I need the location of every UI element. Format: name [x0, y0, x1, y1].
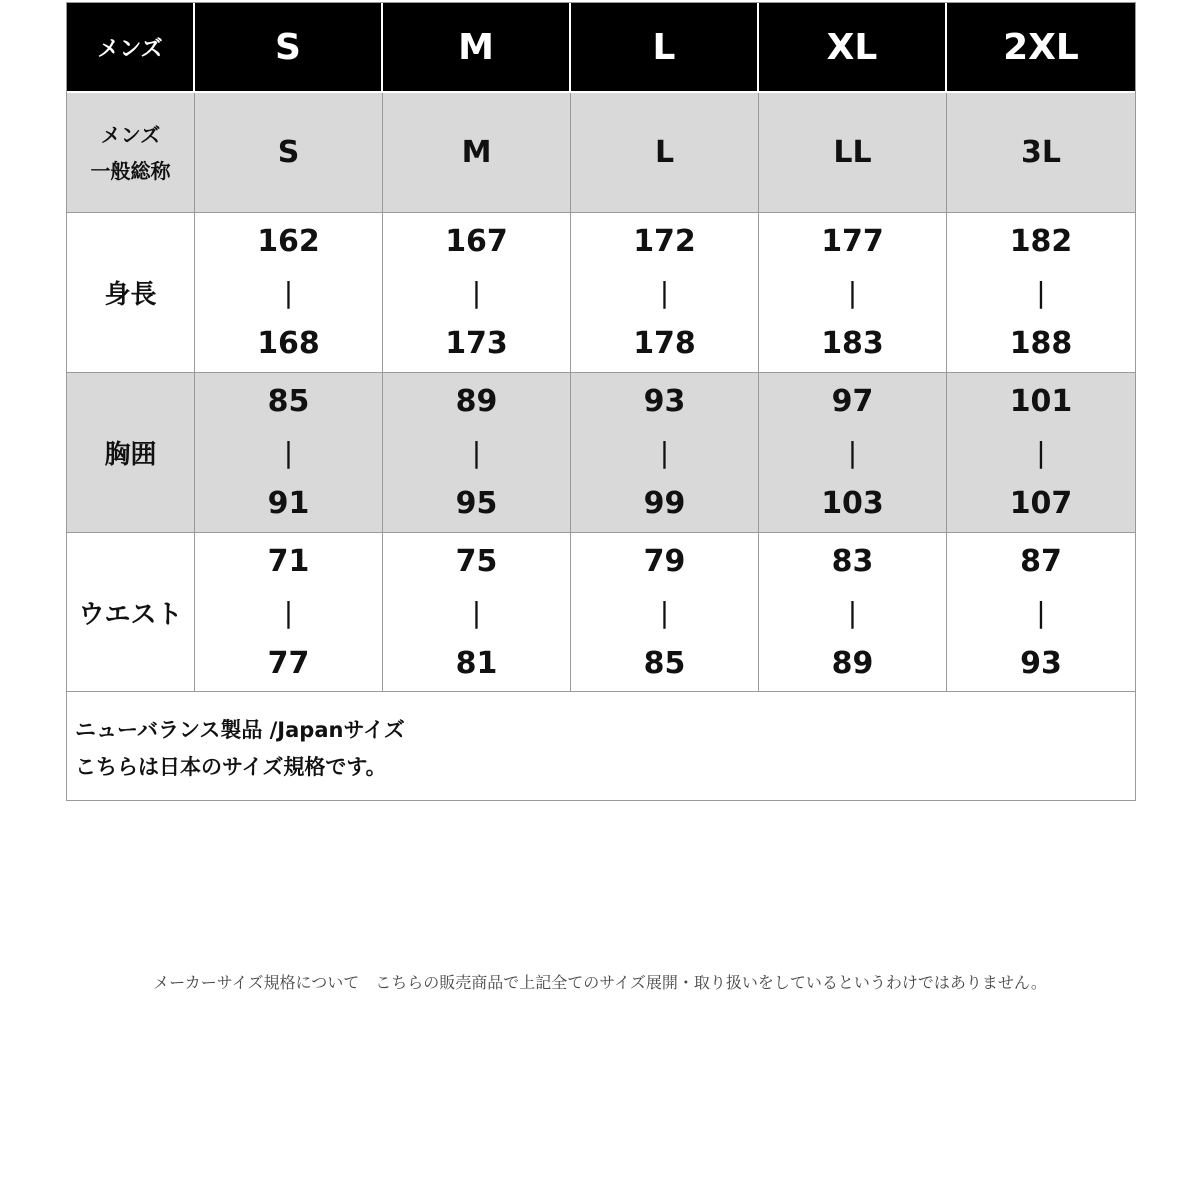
range-min: 162	[257, 224, 320, 259]
waist-range-cell	[571, 533, 759, 692]
range-separator: |	[283, 595, 294, 629]
range-min: 85	[267, 384, 310, 419]
chest-range-cell	[947, 373, 1135, 533]
size-chart	[66, 2, 1136, 801]
range-min: 83	[831, 543, 874, 579]
range-separator: |	[659, 595, 670, 629]
height-range-cell	[195, 213, 383, 373]
range-max: 81	[455, 645, 498, 681]
range-separator: |	[847, 276, 858, 309]
chest-range-cell	[383, 373, 571, 533]
range-separator: |	[659, 436, 670, 469]
range-separator: |	[471, 276, 482, 309]
range-separator: |	[1036, 276, 1046, 309]
general-size-cell: M	[383, 93, 571, 213]
range-max: 107	[1009, 486, 1073, 521]
range-separator: |	[847, 436, 858, 469]
size-table	[67, 3, 1135, 692]
header-size-s: S	[195, 3, 383, 93]
height-range-cell	[759, 213, 947, 373]
waist-range-cell	[759, 533, 947, 692]
general-label-line2: 一般総称	[90, 158, 171, 183]
range-max: 183	[821, 326, 884, 361]
chest-range-cell	[759, 373, 947, 533]
header-size-l: L	[571, 3, 759, 93]
range-max: 103	[821, 486, 884, 521]
range-min: 93	[643, 384, 686, 419]
range-max: 168	[257, 326, 320, 361]
range-separator: |	[1036, 436, 1046, 469]
waist-range-cell	[383, 533, 571, 692]
general-label-line1: メンズ	[100, 122, 161, 147]
chest-range-cell	[195, 373, 383, 533]
range-max: 77	[267, 645, 310, 681]
general-size-cell: S	[195, 93, 383, 213]
range-max: 95	[455, 486, 498, 521]
size-note	[67, 692, 1135, 786]
general-size-cell: LL	[759, 93, 947, 213]
height-label: 身長	[67, 213, 195, 373]
range-min: 177	[821, 224, 884, 259]
range-separator: |	[471, 595, 482, 629]
note-line2: こちらは日本のサイズ規格です。	[75, 755, 387, 779]
general-size-cell: L	[571, 93, 759, 213]
waist-label: ウエスト	[67, 533, 195, 692]
range-separator: |	[847, 595, 858, 629]
header-size-2xl: 2XL	[947, 3, 1135, 93]
range-separator: |	[283, 276, 294, 309]
range-separator: |	[1036, 595, 1046, 629]
footer-disclaimer: メーカーサイズ規格について こちらの販売商品で上記全てのサイズ展開・取り扱いをしているというわけではありません。	[153, 973, 1047, 992]
range-separator: |	[471, 436, 482, 469]
range-max: 188	[1009, 326, 1073, 361]
range-min: 87	[1020, 543, 1062, 579]
range-separator: |	[659, 276, 670, 309]
height-range-cell	[571, 213, 759, 373]
note-line1: ニューバランス製品 /Japanサイズ	[75, 718, 405, 742]
range-max: 99	[643, 486, 686, 521]
range-min: 79	[643, 543, 686, 579]
range-max: 91	[267, 486, 310, 521]
range-max: 89	[831, 645, 874, 681]
general-size-label	[67, 93, 195, 213]
general-size-cell: 3L	[947, 93, 1135, 213]
range-min: 97	[831, 384, 874, 419]
range-min: 167	[445, 224, 508, 259]
range-max: 178	[633, 326, 696, 361]
height-range-cell	[947, 213, 1135, 373]
height-range-cell	[383, 213, 571, 373]
range-max: 85	[643, 645, 686, 681]
waist-range-cell	[195, 533, 383, 692]
header-size-xl: XL	[759, 3, 947, 93]
range-min: 182	[1009, 224, 1073, 259]
chest-label: 胸囲	[67, 373, 195, 533]
header-size-m: M	[383, 3, 571, 93]
waist-range-cell	[947, 533, 1135, 692]
range-min: 71	[267, 543, 310, 579]
range-min: 101	[1009, 384, 1073, 419]
range-max: 173	[445, 326, 508, 361]
chest-range-cell	[571, 373, 759, 533]
range-min: 75	[455, 543, 498, 579]
range-min: 89	[455, 384, 498, 419]
header-label: メンズ	[67, 3, 195, 93]
range-min: 172	[633, 224, 696, 259]
range-max: 93	[1020, 645, 1062, 681]
range-separator: |	[283, 436, 294, 469]
